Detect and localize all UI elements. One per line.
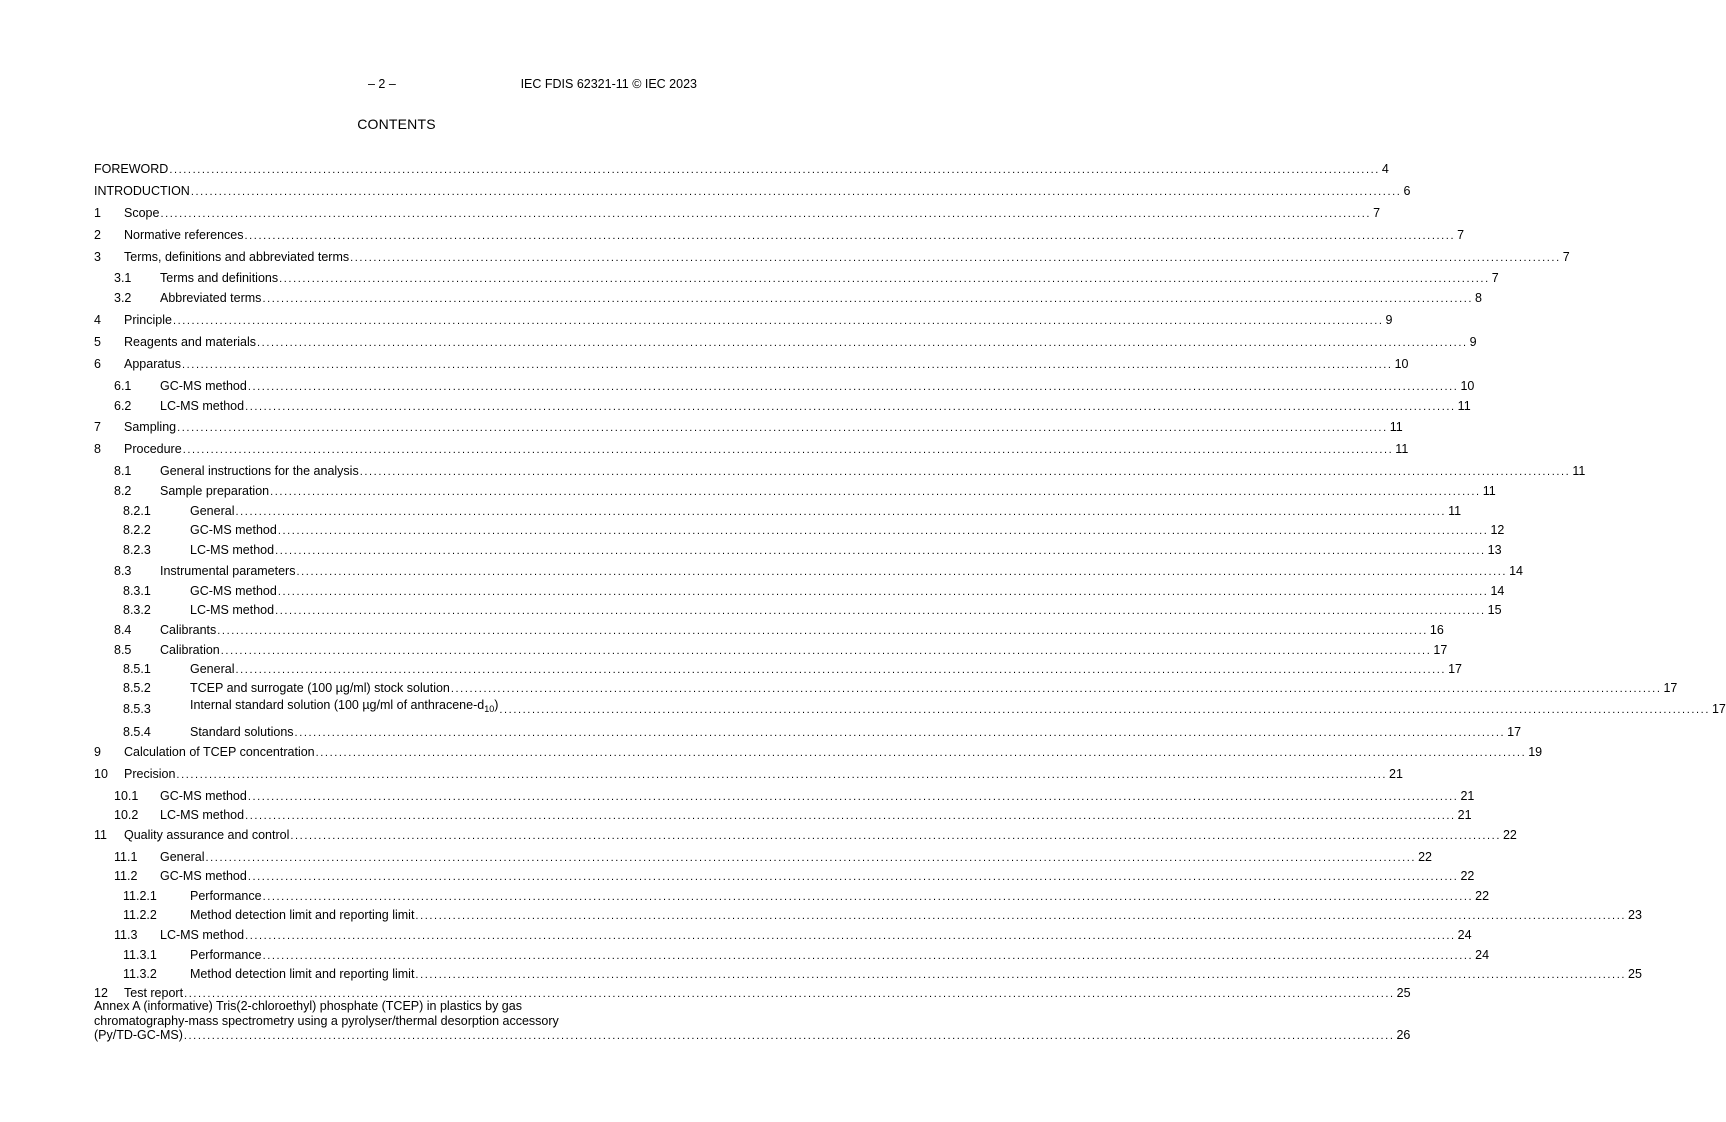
toc-entry-title: Method detection limit and reporting limit (190, 908, 415, 922)
toc-leader-dots: .................................................................................................................................................................................................................................................................... (270, 486, 1481, 498)
toc-entry-title: General instructions for the analysis (160, 464, 359, 478)
toc-entry-number: 5 (94, 335, 101, 349)
toc-entry-page: 25 (1396, 986, 1411, 1000)
toc-leader-dots: .................................................................................................................................................................................................................................................................... (296, 566, 1508, 578)
toc-entry[interactable] (94, 417, 1403, 435)
toc-entry-title: Performance (190, 889, 262, 903)
toc-entry[interactable] (94, 866, 1475, 884)
toc-leader-dots: .................................................................................................................................................................................................................................................................... (275, 545, 1486, 557)
toc-entry-page: 17 (1433, 643, 1448, 657)
toc-entry-title: Standard solutions (190, 725, 294, 739)
toc-entry-page: 17 (1663, 681, 1678, 695)
toc-entry-page: 7 (1491, 271, 1499, 285)
toc-entry-page: 26 (1396, 1028, 1411, 1042)
toc-entry[interactable] (94, 354, 1409, 372)
toc-leader-dots: .................................................................................................................................................................................................................................................................... (277, 525, 1489, 537)
toc-entry[interactable] (94, 461, 1586, 479)
toc-entry[interactable] (94, 520, 1505, 538)
toc-entry-number: 11.2.2 (123, 908, 157, 922)
toc-leader-dots: .................................................................................................................................................................................................................................................................... (190, 186, 1402, 198)
toc-entry-number: 10 (94, 767, 108, 781)
toc-entry-number: 12 (94, 986, 108, 1000)
toc-leader-dots: .................................................................................................................................................................................................................................................................... (257, 337, 1468, 349)
toc-entry-page: 12 (1490, 523, 1505, 537)
toc-entry-title: Reagents and materials (124, 335, 257, 349)
toc-entry-page: 17 (1448, 662, 1462, 676)
toc-entry[interactable] (94, 805, 1472, 823)
toc-entry[interactable] (94, 640, 1448, 658)
toc-entry-number: 6 (94, 357, 101, 371)
toc-entry-page: 24 (1457, 928, 1472, 942)
toc-entry[interactable] (94, 181, 1411, 199)
toc-annex-title-line: Annex A (informative) Tris(2-chloroethyl) phosphate (TCEP) in plastics by gas (94, 999, 522, 1013)
toc-entry-page: 9 (1469, 335, 1477, 349)
toc-entry-page: 22 (1418, 850, 1432, 864)
toc-entry[interactable] (94, 268, 1499, 286)
toc-leader-dots: .................................................................................................................................................................................................................................................................... (499, 704, 1710, 716)
toc-entry-page: 16 (1429, 623, 1444, 637)
toc-leader-dots: .................................................................................................................................................................................................................................................................... (235, 664, 1447, 676)
toc-entry-number: 8 (94, 442, 101, 456)
toc-entry-title: Procedure (124, 442, 182, 456)
toc-entry-page: 9 (1385, 313, 1393, 327)
page-number: – 2 – (368, 77, 396, 91)
toc-entry[interactable] (94, 561, 1523, 579)
toc-entry-subscript: 10 (484, 704, 495, 714)
toc-leader-dots: .................................................................................................................................................................................................................................................................... (181, 359, 1393, 371)
toc-entry[interactable] (94, 764, 1403, 782)
toc-leader-dots: .................................................................................................................................................................................................................................................................... (245, 810, 1456, 822)
toc-entry[interactable] (94, 698, 1726, 717)
toc-entry[interactable] (94, 501, 1462, 519)
toc-entry-title: GC-MS method (160, 379, 247, 393)
toc-entry-page: 7 (1457, 228, 1465, 242)
toc-leader-dots: .................................................................................................................................................................................................................................................................... (160, 208, 1372, 220)
toc-entry-page: 6 (1403, 184, 1411, 198)
toc-entry-number: 1 (94, 206, 101, 220)
toc-entry-title: LC-MS method (190, 543, 275, 557)
toc-entry-page: 13 (1487, 543, 1502, 557)
toc-entry-title: Sample preparation (160, 484, 270, 498)
toc-entry-page: 17 (1507, 725, 1522, 739)
toc-entry-title: General (160, 850, 205, 864)
toc-leader-dots: .................................................................................................................................................................................................................................................................... (247, 381, 1459, 393)
toc-entry-number: 11.3.2 (123, 967, 157, 981)
toc-entry[interactable] (94, 905, 1642, 923)
toc-leader-dots: .................................................................................................................................................................................................................................................................... (205, 852, 1417, 864)
toc-entry[interactable] (94, 600, 1502, 618)
toc-entry-number: 8.3.1 (123, 584, 151, 598)
toc-leader-dots: .................................................................................................................................................................................................................................................................... (262, 293, 1474, 305)
page-title: CONTENTS (357, 116, 436, 132)
toc-entry-number: 4 (94, 313, 101, 327)
toc-entry-page: 8 (1475, 291, 1482, 305)
toc-entry-number: 8.2.2 (123, 523, 151, 537)
toc-entry-page: 25 (1628, 967, 1642, 981)
toc-entry-title: GC-MS method (190, 584, 277, 598)
toc-entry-title: General (190, 662, 235, 676)
toc-entry[interactable] (94, 396, 1471, 414)
toc-entry[interactable] (94, 288, 1482, 306)
toc-entry-number: 6.2 (114, 399, 132, 413)
toc-entry-title: FOREWORD (94, 162, 169, 176)
toc-leader-dots: .................................................................................................................................................................................................................................................................... (277, 586, 1489, 598)
toc-entry-number: 8.5 (114, 643, 132, 657)
toc-entry[interactable] (94, 581, 1505, 599)
toc-entry-page: 11 (1389, 420, 1403, 434)
toc-entry-title: Calculation of TCEP concentration (124, 745, 315, 759)
toc-leader-dots: .................................................................................................................................................................................................................................................................... (350, 252, 1561, 264)
toc-entry-number: 8.1 (114, 464, 132, 478)
toc-entry-page: 19 (1528, 745, 1543, 759)
toc-entry-page: 14 (1509, 564, 1523, 578)
toc-entry-title: LC-MS method (160, 808, 245, 822)
toc-entry[interactable] (94, 945, 1490, 963)
toc-leader-dots: .................................................................................................................................................................................................................................................................... (177, 422, 1388, 434)
toc-entry[interactable] (94, 825, 1517, 843)
toc-leader-dots: .................................................................................................................................................................................................................................................................... (169, 164, 1380, 176)
toc-entry-number: 11.2 (114, 869, 138, 883)
toc-leader-dots: .................................................................................................................................................................................................................................................................... (415, 910, 1627, 922)
toc-entry-title: Terms, definitions and abbreviated terms (124, 250, 350, 264)
toc-leader-dots: .................................................................................................................................................................................................................................................................... (247, 871, 1459, 883)
toc-entry-number: 9 (94, 745, 101, 759)
toc-entry[interactable] (94, 332, 1477, 350)
toc-leader-dots: .................................................................................................................................................................................................................................................................... (176, 769, 1388, 781)
toc-entry-page: 11 (1572, 464, 1586, 478)
toc-entry-page: 4 (1381, 162, 1389, 176)
toc-entry-number: 8.5.4 (123, 725, 151, 739)
toc-entry-number: 6.1 (114, 379, 132, 393)
toc-entry-number: 3.1 (114, 271, 132, 285)
toc-leader-dots: .................................................................................................................................................................................................................................................................... (245, 401, 1456, 413)
toc-entry-title: LC-MS method (160, 928, 245, 942)
toc-leader-dots: .................................................................................................................................................................................................................................................................... (184, 988, 1395, 1000)
toc-entry[interactable] (94, 886, 1490, 904)
toc-entry[interactable] (94, 742, 1543, 760)
toc-entry-number: 10.2 (114, 808, 139, 822)
toc-entry-title: LC-MS method (160, 399, 245, 413)
toc-entry-number: 11.1 (114, 850, 138, 864)
toc-entry-title: Calibration (160, 643, 220, 657)
toc-entry-number: 8.5.1 (123, 662, 151, 676)
toc-entry[interactable] (94, 481, 1496, 499)
toc-entry-page: 22 (1502, 828, 1517, 842)
toc-entry-page: 14 (1490, 584, 1505, 598)
toc-entry[interactable] (94, 678, 1678, 696)
toc-entry-title: LC-MS method (190, 603, 275, 617)
toc-entry-page: 24 (1475, 948, 1490, 962)
toc-leader-dots: .................................................................................................................................................................................................................................................................... (247, 791, 1459, 803)
toc-leader-dots: .................................................................................................................................................................................................................................................................... (183, 1029, 1395, 1042)
toc-entry[interactable] (94, 722, 1522, 740)
toc-entry-number: 8.4 (114, 623, 132, 637)
toc-leader-dots: .................................................................................................................................................................................................................................................................... (279, 273, 1490, 285)
toc-leader-dots: .................................................................................................................................................................................................................................................................... (172, 315, 1384, 327)
toc-leader-dots: .................................................................................................................................................................................................................................................................... (415, 969, 1627, 981)
toc-entry-page: 10 (1460, 379, 1475, 393)
toc-entry-number: 11.2.1 (123, 889, 157, 903)
toc-leader-dots: .................................................................................................................................................................................................................................................................... (315, 747, 1527, 759)
toc-leader-dots: .................................................................................................................................................................................................................................................................... (217, 625, 1428, 637)
toc-entry-page: 17 (1711, 702, 1726, 716)
toc-leader-dots: .................................................................................................................................................................................................................................................................... (450, 683, 1662, 695)
toc-annex-title-line: chromatography-mass spectrometry using a pyrolyser/thermal desorption accessory (94, 1013, 559, 1028)
toc-entry-page: 11 (1448, 504, 1462, 518)
toc-entry-title: Sampling (124, 420, 177, 434)
toc-leader-dots: .................................................................................................................................................................................................................................................................... (182, 444, 1394, 456)
toc-leader-dots: .................................................................................................................................................................................................................................................................... (294, 727, 1506, 739)
toc-entry-number: 11 (94, 828, 107, 842)
toc-entry-title: Performance (190, 948, 262, 962)
toc-entry-title: Abbreviated terms (160, 291, 262, 305)
toc-entry-title: Apparatus (124, 357, 181, 371)
toc-entry-number: 3 (94, 250, 101, 264)
toc-entry[interactable] (94, 540, 1502, 558)
toc-entry-number: 8.2.3 (123, 543, 151, 557)
standard-reference: IEC FDIS 62321-11 © IEC 2023 (520, 77, 697, 91)
toc-annex-entry[interactable] (94, 999, 1411, 1043)
toc-leader-dots: .................................................................................................................................................................................................................................................................... (220, 645, 1432, 657)
toc-leader-dots: .................................................................................................................................................................................................................................................................... (244, 230, 1456, 242)
toc-entry[interactable] (94, 310, 1393, 328)
toc-entry-number: 11.3 (114, 928, 138, 942)
toc-leader-dots: .................................................................................................................................................................................................................................................................... (262, 950, 1474, 962)
toc-leader-dots: .................................................................................................................................................................................................................................................................... (275, 605, 1486, 617)
toc-entry-title: GC-MS method (190, 523, 277, 537)
toc-leader-dots: .................................................................................................................................................................................................................................................................... (245, 930, 1456, 942)
toc-entry-title: Instrumental parameters (160, 564, 296, 578)
toc-entry[interactable] (94, 659, 1462, 677)
toc-entry-title: Method detection limit and reporting limit (190, 967, 415, 981)
toc-entry-number: 8.3 (114, 564, 132, 578)
toc-entry[interactable] (94, 925, 1472, 943)
toc-entry-title: Normative references (124, 228, 244, 242)
toc-entry-number: 11.3.1 (123, 948, 157, 962)
toc-leader-dots: .................................................................................................................................................................................................................................................................... (235, 506, 1447, 518)
toc-entry-page: 7 (1562, 250, 1570, 264)
toc-entry-page: 11 (1482, 484, 1496, 498)
toc-entry[interactable] (94, 225, 1465, 243)
toc-entry-title: TCEP and surrogate (100 µg/ml) stock solution (190, 681, 450, 695)
toc-entry-page: 7 (1373, 206, 1381, 220)
toc-entry-number: 3.2 (114, 291, 132, 305)
toc-entry-title: Scope (124, 206, 160, 220)
toc-entry-number: 10.1 (114, 789, 139, 803)
toc-entry-page: 23 (1628, 908, 1642, 922)
toc-entry-title: General (190, 504, 235, 518)
toc-entry-page: 21 (1460, 789, 1475, 803)
toc-entry-number: 8.5.3 (123, 702, 151, 716)
toc-entry[interactable] (94, 376, 1475, 394)
toc-entry-page: 11 (1457, 399, 1471, 413)
toc-entry-title: Terms and definitions (160, 271, 279, 285)
toc-entry-title: GC-MS method (160, 869, 247, 883)
toc-entry[interactable] (94, 247, 1570, 265)
toc-entry-title: Precision (124, 767, 176, 781)
toc-entry-page: 15 (1487, 603, 1502, 617)
toc-entry-title: Test report (124, 986, 184, 1000)
toc-entry-number: 7 (94, 420, 101, 434)
toc-entry[interactable] (94, 847, 1432, 865)
toc-entry[interactable] (94, 439, 1409, 457)
toc-entry-page: 21 (1389, 767, 1403, 781)
toc-entry-title: GC-MS method (160, 789, 247, 803)
toc-entry-title: INTRODUCTION (94, 184, 190, 198)
toc-leader-dots: .................................................................................................................................................................................................................................................................... (359, 466, 1571, 478)
toc-entry[interactable] (94, 620, 1444, 638)
toc-entry-page: 21 (1457, 808, 1472, 822)
toc-entry-page: 22 (1460, 869, 1475, 883)
toc-leader-dots: .................................................................................................................................................................................................................................................................... (262, 891, 1474, 903)
toc-entry-title: Quality assurance and control (124, 828, 290, 842)
toc-entry-title: Principle (124, 313, 172, 327)
toc-leader-dots: .................................................................................................................................................................................................................................................................... (290, 830, 1501, 842)
toc-entry-number: 2 (94, 228, 101, 242)
toc-entry-title: Calibrants (160, 623, 217, 637)
toc-entry-title: Internal standard solution (100 µg/ml of anthracene-$d_{10}$) (190, 698, 499, 714)
toc-entry-number: 8.2.1 (123, 504, 151, 518)
toc-entry-page: 22 (1475, 889, 1490, 903)
toc-entry[interactable] (94, 159, 1389, 177)
toc-entry-number: 8.3.2 (123, 603, 151, 617)
toc-entry-page: 11 (1395, 442, 1409, 456)
toc-entry-number: 8.5.2 (123, 681, 151, 695)
toc-annex-title-line: (Py/TD-GC-MS) (94, 1028, 183, 1042)
toc-entry[interactable] (94, 964, 1642, 982)
toc-entry-number: 8.2 (114, 484, 132, 498)
toc-entry[interactable] (94, 203, 1381, 221)
toc-entry-page: 10 (1394, 357, 1409, 371)
toc-entry[interactable] (94, 786, 1475, 804)
